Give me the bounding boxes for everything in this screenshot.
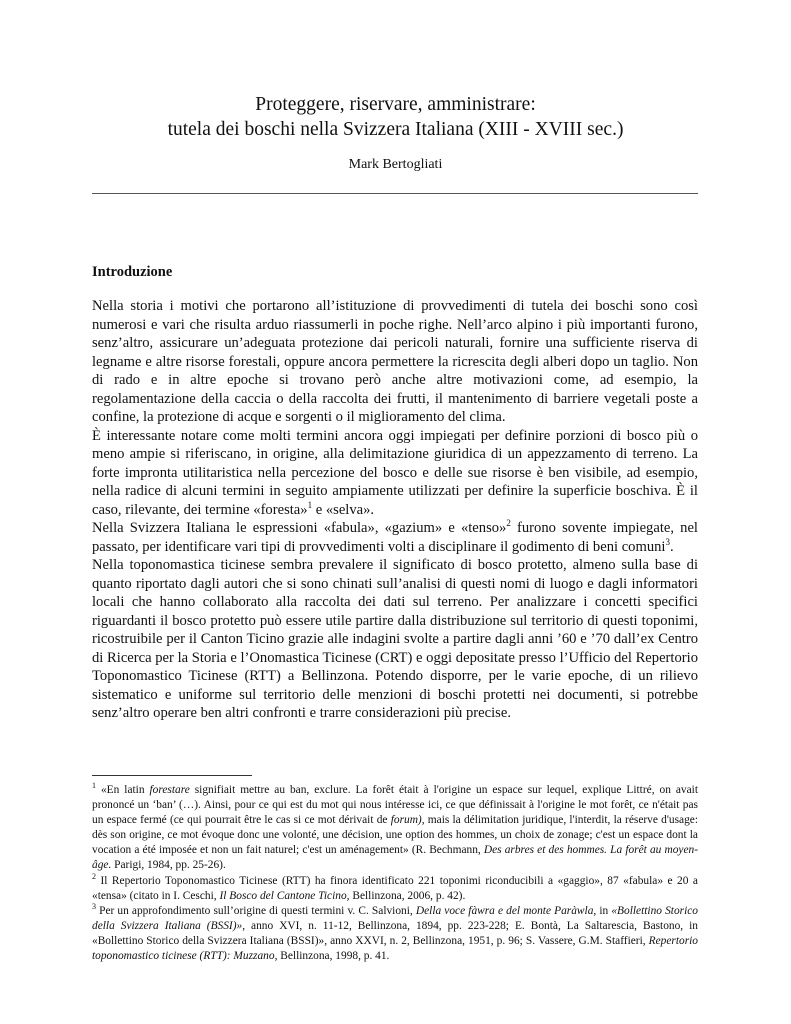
footnote-1-text: Parigi, 1984, pp. 25-26). xyxy=(111,859,226,872)
footnotes xyxy=(92,783,698,964)
title-divider xyxy=(92,193,698,194)
footnote-divider xyxy=(92,775,252,776)
title-line-2: tutela dei boschi nella Svizzera Italiana (XIII - XVIII sec.) xyxy=(167,119,624,140)
paragraph-2-text-a: È interessante notare come molti termini ancora oggi impiegati per definire porzioni di bosco più o meno ampie si riferiscano, in origine, alla delimitazione giuridica di un appezzamento di terreno. La forte impronta utilitaristica nella percezione del bosco e delle sue risorse è ben visibile, ad esempio, nella radice di alcuni termini in seguito ampiamente utilizzati per definire la superficie boschiva. È il caso, rilevante, dei termine «foresta» xyxy=(92,427,698,518)
paragraph-2 xyxy=(92,427,698,520)
footnote-ref-3[interactable]: 3 xyxy=(665,536,670,547)
footnote-2-number: 2 xyxy=(92,871,96,881)
footnote-3 xyxy=(92,901,699,964)
footnote-1-text: «En latin xyxy=(96,784,150,796)
paper-title xyxy=(0,92,791,142)
footnote-1-text: signifiait mettre au ban, exclure. La forêt était à l'origine un espace sur lequel, explique Littré, on avait prononcé un ‘ban’ (…). Ainsi, pour ce qui est du mot qui nous intéresse ici, ce que définissait à l'origine le mot forêt, ce n'était pas un espace fermé (ce qui pourrait être le cas si ce mot dérivait de xyxy=(92,784,698,827)
footnote-2-text: Il Repertorio Toponomastico Ticinese (RTT) ha finora identificato 221 toponimi riconducibili a «gaggio», 87 «fabula» e 20 a «tensa» (citato in I. Ceschi, xyxy=(92,874,698,902)
footnote-1-italic: Des arbres et des hommes. La forêt au moyen-âge. xyxy=(92,844,698,872)
footnote-3-italic: «Bollettino Storico della Svizzera Italiana (BSSI)» xyxy=(92,904,698,932)
footnote-1-text: mais la délimitation juridique, l'interdit, la réserve d'usage: dès son origine, ce mot évoque donc une volonté, une décision, une option des hommes, un choix de zonage; c'est un espace dont la vocation a été imposée et non un fait naturel; c'est un aménagement» (R. Bechmann, xyxy=(92,814,698,857)
section-heading: Introduzione xyxy=(92,264,173,280)
footnote-1-number: 1 xyxy=(92,781,96,791)
paragraph-1: Nella storia i motivi che portarono all’istituzione di provvedimenti di tutela dei boschi sono così numerosi e vari che risulta arduo riassumerli in poche righe. Nell’arco alpino i più importanti furono, senz’altro, assicurare un’adeguata protezione dai pericoli naturali, fornire una sufficiente riserva di legname e altre risorse forestali, oppure ancora permettere la ricrescita degli alberi dopo un taglio. Non di rado e in altre epoche si trovano però anche altre motivazioni come, ad esempio, la regolamentazione della caccia o della raccolta dei frutti, il mantenimento di barriere vegetali poste a confine, la protezione di acque e sorgenti o il miglioramento del clima. xyxy=(92,298,698,425)
footnote-3-text: , anno XVI, n. 11-12, Bellinzona, 1894, pp. 223-228; E. Bontà, La Saltarescia, Bastono, in «Bollettino Storico della Svizzera Italiana (BSSI)», anno XXVI, n. 2, Bellinzona, 1951, p. 96; S. Vassere, G.M. Staffieri, xyxy=(92,919,699,947)
paragraph-3 xyxy=(92,519,698,556)
footnote-1 xyxy=(92,783,698,874)
body-text xyxy=(92,297,698,723)
footnote-2 xyxy=(92,871,698,904)
footnote-2-italic: Il Bosco del Cantone Ticino, xyxy=(219,889,350,902)
footnote-3-text: , Bellinzona, 1998, p. 41. xyxy=(274,950,390,963)
footnote-3-number: 3 xyxy=(92,901,96,911)
footnote-3-text: in xyxy=(596,904,612,917)
author-name: Mark Bertogliati xyxy=(348,157,443,172)
paragraph-4: Nella toponomastica ticinese sembra prevalere il significato di bosco protetto, almeno sulla base di quanto riportato dagli autori che si sono chinati sull’analisi di questi nomi di luogo e dagli informatori locali che hanno collaborato alla raccolta dei dati sul terreno. Per analizzare i concetti specifici riguardanti il bosco protetto può essere utile partire dalla distribuzione sul territorio di questi toponimi, ricostruibile per il Canton Ticino grazie alle indagini svolte a partire dagli anni ’60 e ’70 dall’ex Centro di Ricerca per la Storia e l’Onomastica Ticinese (CRT) e oggi depositate presso l’Ufficio del Repertorio Toponomastico Ticinese (RTT) a Bellinzona. Potendo disporre, per le varie epoche, di un rilievo sistematico e uniforme sul territorio delle menzioni di boschi protetti nei documenti, si potrebbe senz’altro operare ben altri confronti e trarre considerazioni più precise. xyxy=(92,557,698,721)
title-line-1: Proteggere, riservare, amministrare: xyxy=(255,94,536,115)
footnote-3-text: Per un approfondimento sull’origine di questi termini v. C. Salvioni, xyxy=(96,904,416,917)
footnote-ref-1[interactable]: 1 xyxy=(307,499,313,510)
paragraph-3-text-c: . xyxy=(669,538,674,555)
footnote-1-italic: forum), xyxy=(390,814,425,827)
paragraph-3-text-b: furono sovente impiegate, nel passato, per identificare vari tipi di provvedimenti volti a disciplinare il godimento di beni comuni xyxy=(92,520,698,555)
footnote-3-italic: Della voce fàwra e del monte Paràwla, xyxy=(415,904,597,917)
paragraph-2-text-b: e «selva». xyxy=(312,501,375,518)
footnote-ref-2[interactable]: 2 xyxy=(506,518,511,529)
footnote-3-italic: Repertorio toponomastico ticinese (RTT): Muzzano xyxy=(92,934,698,963)
paragraph-3-text-a: Nella Svizzera Italiana le espressioni «fabula», «gazium» e «tenso» xyxy=(92,520,507,536)
footnote-1-italic: forestare xyxy=(149,784,190,796)
footnote-2-text: Bellinzona, 2006, p. 42). xyxy=(349,889,466,902)
